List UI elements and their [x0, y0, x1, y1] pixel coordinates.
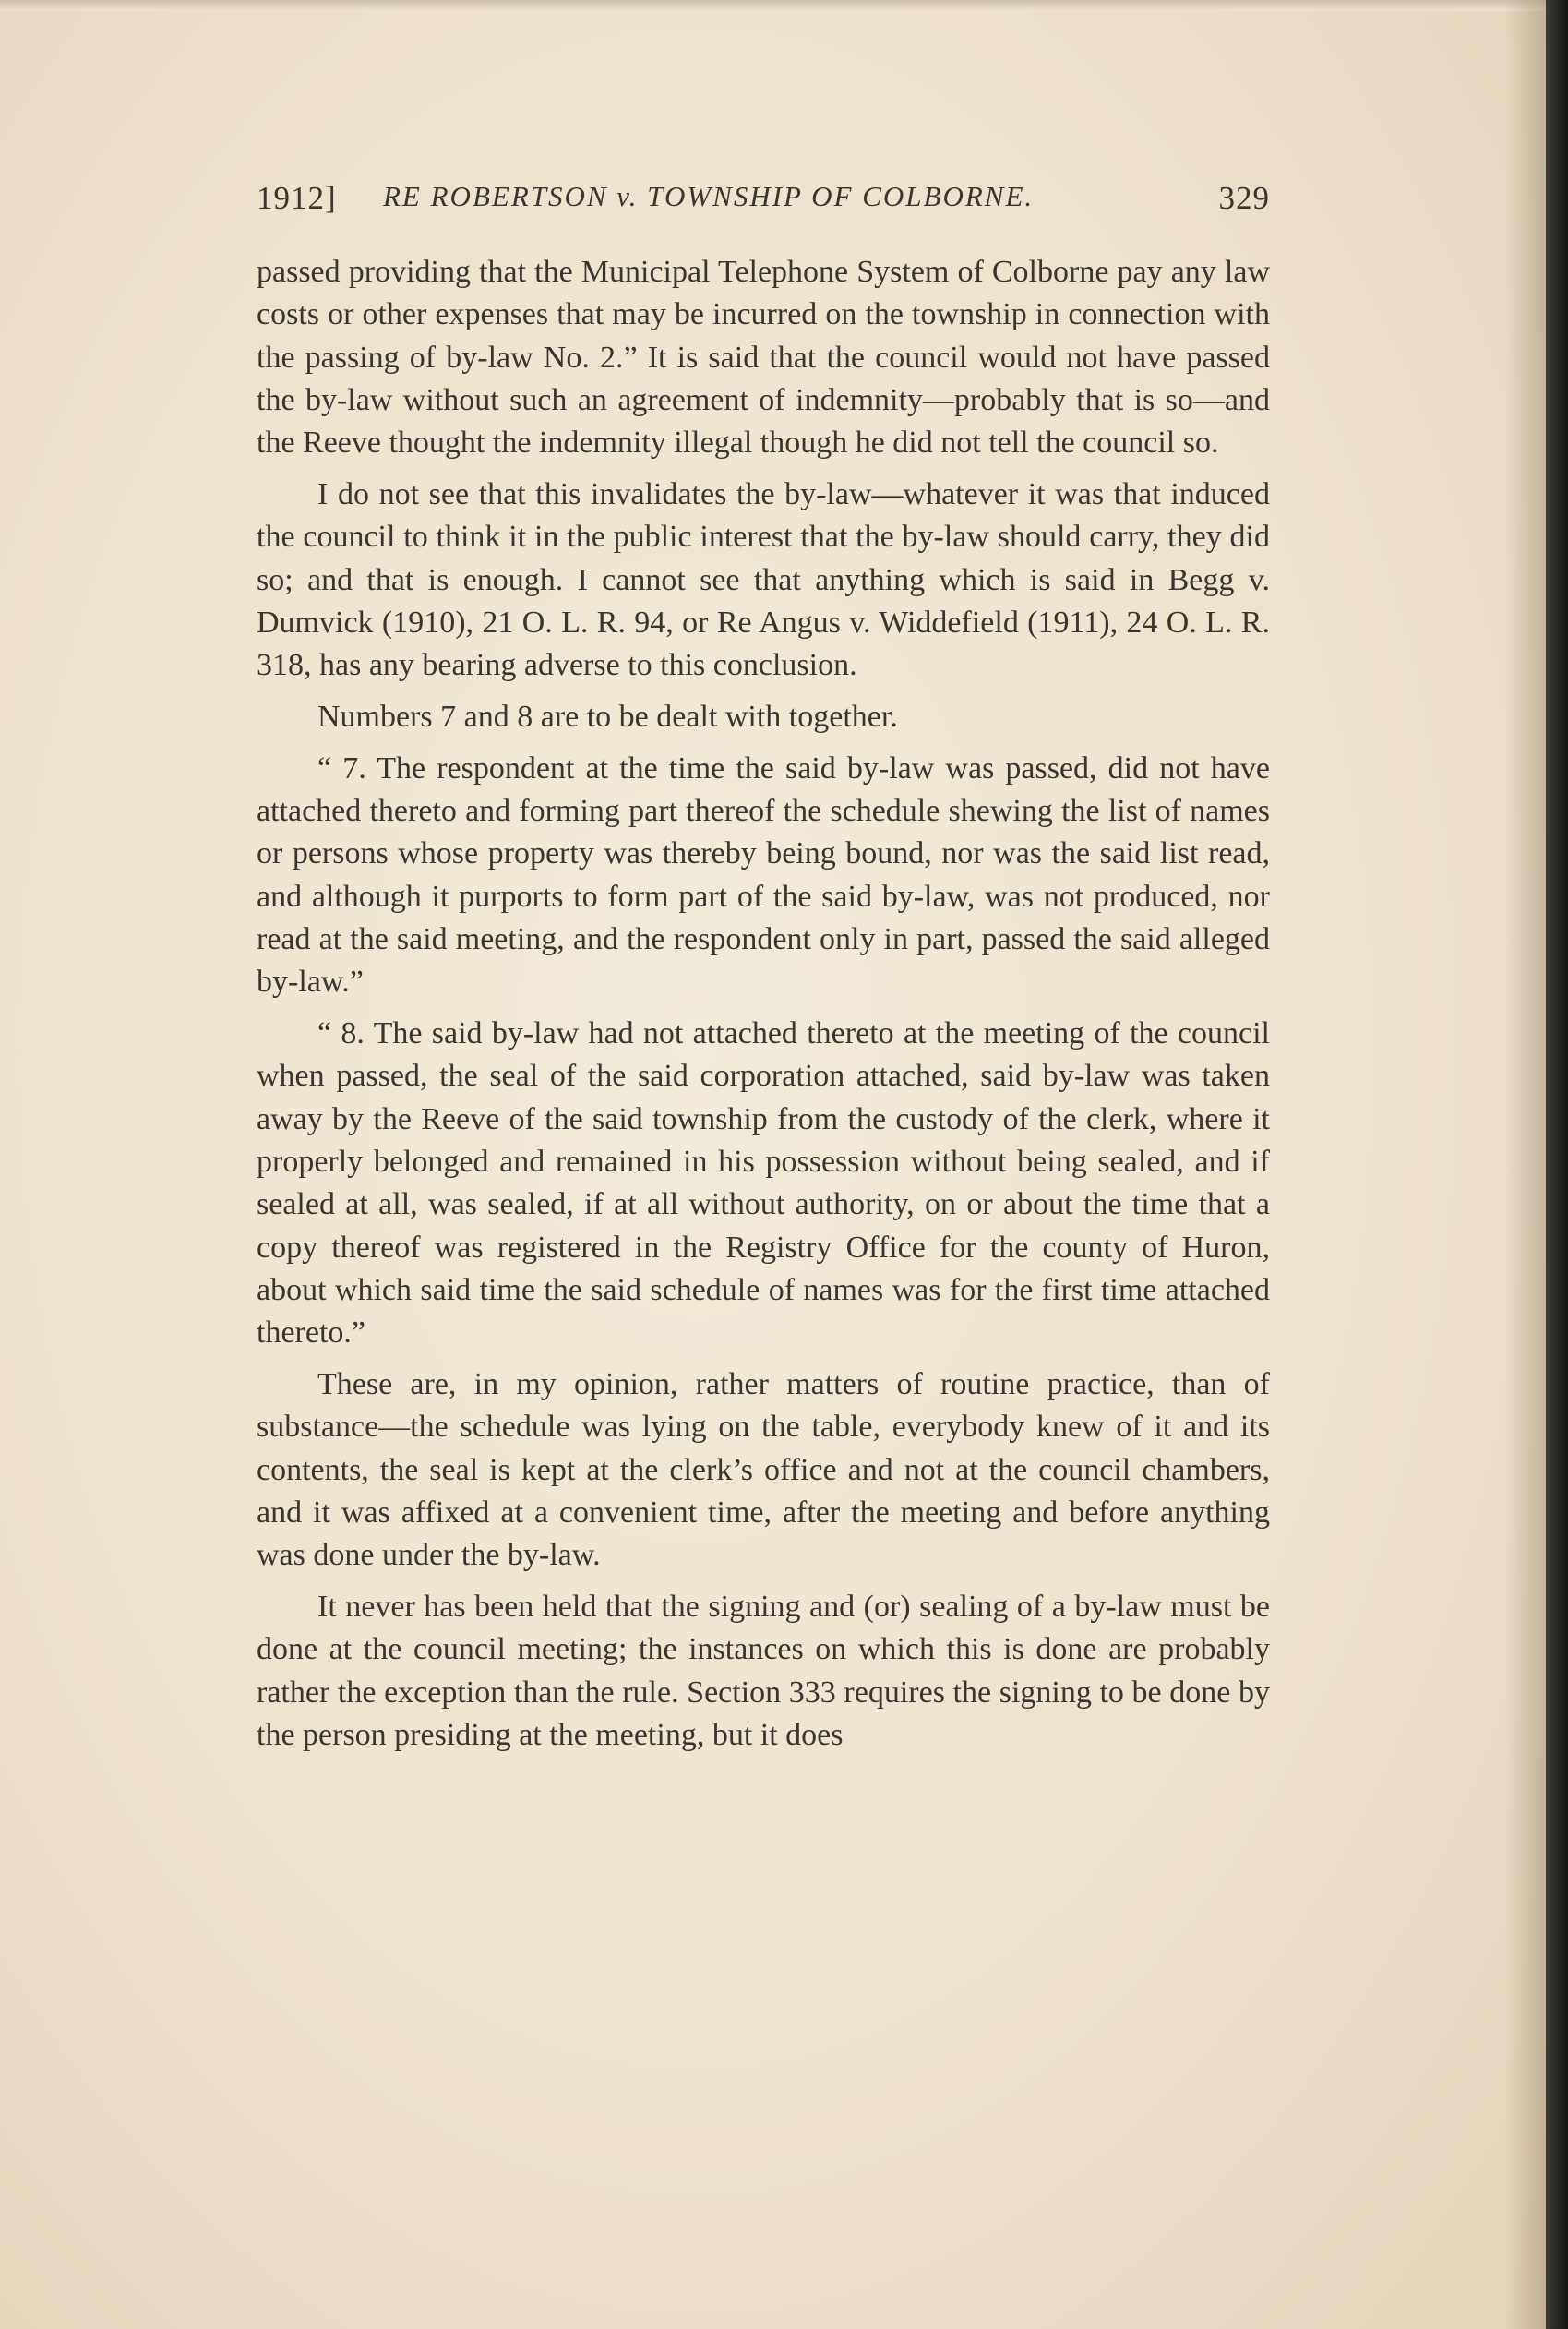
body-text [257, 251, 1270, 1766]
paragraph: These are, in my opinion, rather matters of routine practice, than of substance—the schedule was lying on the table, everybody knew of it and its contents, the seal is kept at the clerk’s office and not at the council chambers, and it was affixed at a convenient time, after the meeting and before anything was done under the by-law. [257, 1366, 1270, 1573]
paragraph: Numbers 7 and 8 are to be dealt with together. [317, 699, 898, 734]
quoted-paragraph: “ 8. The said by-law had not attached thereto at the meeting of the council when passed, the seal of the said corporation attached, said by-law was taken away by the Reeve of the said township from the custody of the clerk, where it properly belonged and remained in his possession without being sealed, and if sealed at all, was sealed, if at all without authority, on or about the time that a copy thereof was registered in the Registry Office for the county of Huron, about which said time the said schedule of names was for the first time attached thereto.” [257, 1016, 1270, 1351]
paragraph: passed providing that the Municipal Telephone System of Colborne pay any law costs or other expenses that may be incurred on the township in connection with the passing of by-law No. 2.” It is said that the council would not have passed the by-law without such an agreement of indemnity—probably that is so—and the Reeve thought the indemnity illegal though he did not tell the council so. [257, 255, 1270, 461]
paragraph: I do not see that this invalidates the by-law—whatever it was that induced the council to think it in the public interest that the by-law should carry, they did so; and that is enough. I cannot see that anything which is said in Begg v. Dumvick (1910), 21 O. L. R. 94, or Re Angus v. Widdefield (1911), 24 O. L. R. 318, has any bearing adverse to this conclusion. [257, 476, 1270, 683]
paragraph: It never has been held that the signing and (or) sealing of a by-law must be done at the council meeting; the instances on which this is done are probably rather the exception than the rule. Section 333 requires the signing to be done by the person presiding at the meeting, but it does [257, 1589, 1270, 1752]
page-number: 329 [1218, 180, 1270, 216]
page-right-shadow [1504, 0, 1546, 2329]
page-top-edge [0, 0, 1546, 11]
header-year: 1912] [257, 180, 337, 216]
binding-edge [1546, 0, 1568, 2329]
running-header [257, 180, 1270, 217]
quoted-paragraph: “ 7. The respondent at the time the said by-law was passed, did not have attached thereto and forming part thereof the schedule shewing the list of names or persons whose property was thereby being bound, nor was the said list read, and although it purports to form part of the said by-law, was not produced, nor read at the said meeting, and the respondent only in part, passed the said alleged by-law.” [257, 750, 1270, 1000]
header-title: RE ROBERTSON v. TOWNSHIP OF COLBORNE. [383, 180, 1035, 212]
